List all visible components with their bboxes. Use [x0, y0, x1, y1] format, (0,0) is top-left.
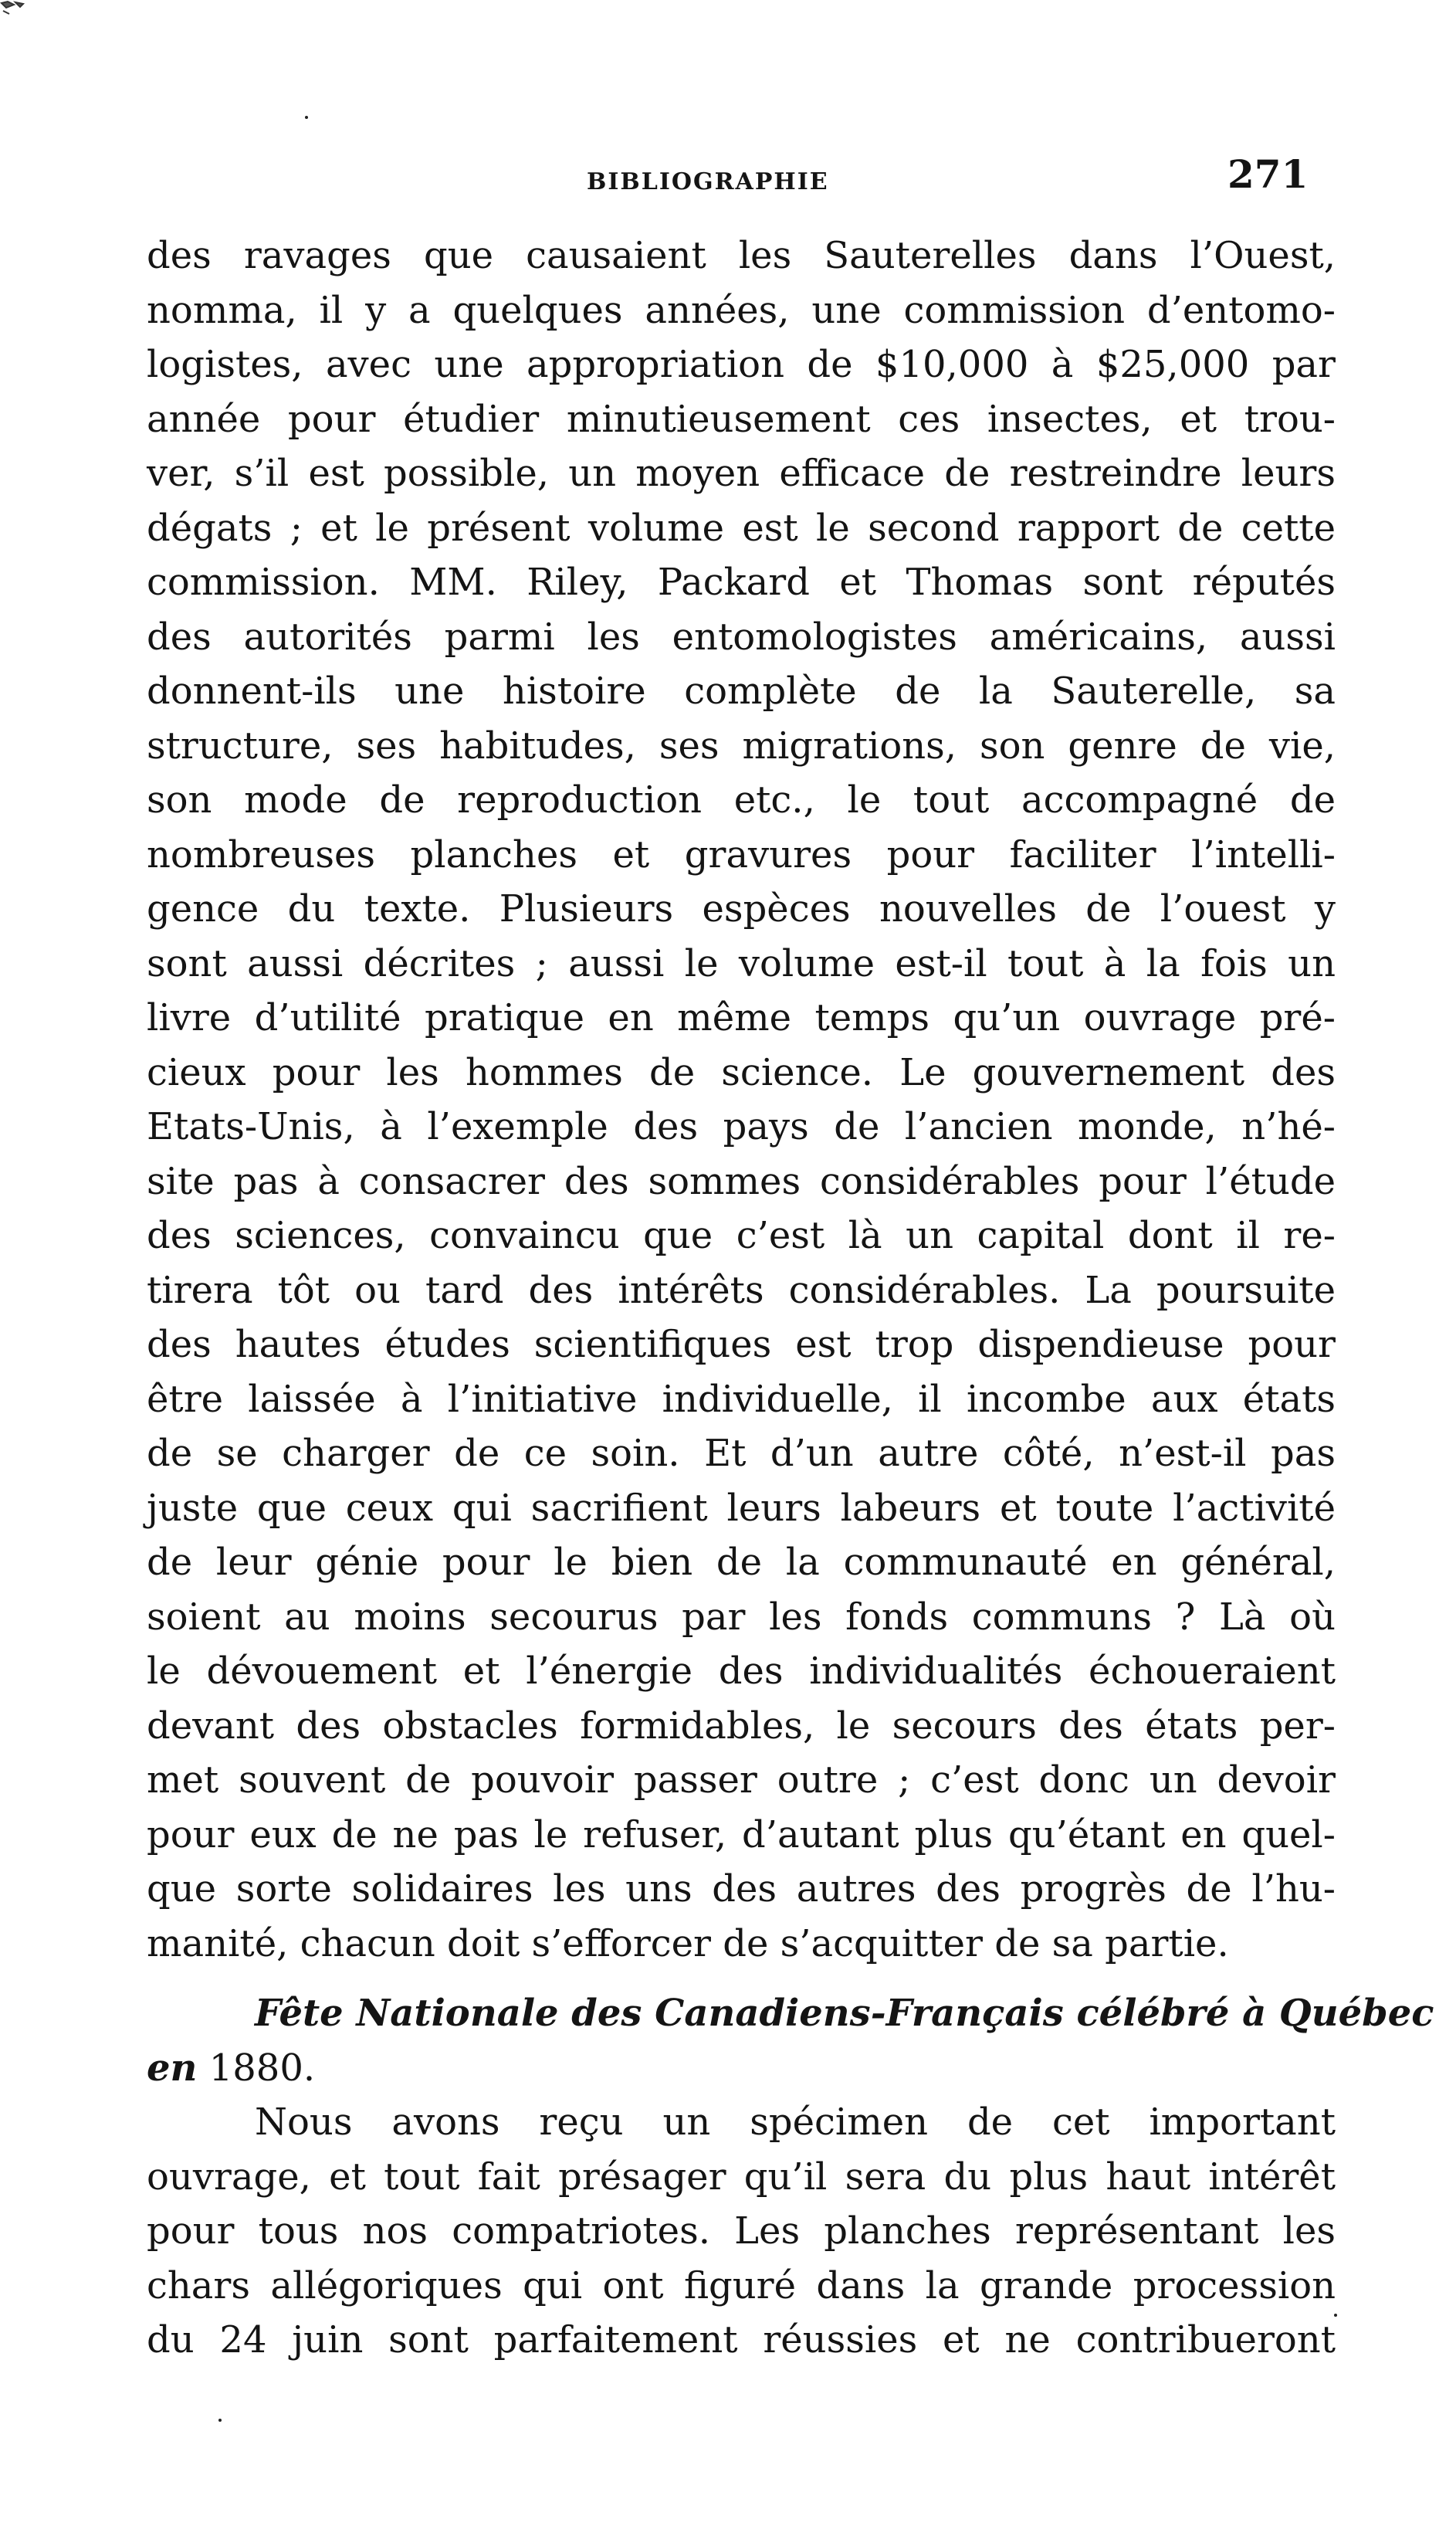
text-line: nomma, il y a quelques années, une commission d’entomo- — [147, 288, 1336, 332]
text-line: pour tous nos compatriotes. Les planches représentant les — [147, 2209, 1336, 2253]
body-text — [147, 229, 1434, 2368]
book-title-line — [147, 2041, 1336, 2096]
book-entry-title — [147, 1986, 1434, 2095]
text-line: année pour étudier minutieusement ces insectes, et trou- — [147, 397, 1336, 441]
text-line: être laissée à l’initiative individuelle, il incombe aux états — [147, 1377, 1336, 1421]
text-line: sont aussi décrites ; aussi le volume est-il tout à la fois un — [147, 941, 1336, 985]
text-line: des ravages que causaient les Sauterelles dans l’Ouest, — [147, 234, 1336, 277]
text-line: livre d’utilité pratique en même temps qu’un ouvrage pré- — [147, 996, 1336, 1039]
text-line: Etats-Unis, à l’exemple des pays de l’ancien monde, n’hé- — [147, 1105, 1336, 1148]
text-line: du 24 juin sont parfaitement réussies et ne contribueront — [147, 2318, 1336, 2362]
text-line: de leur génie pour le bien de la communauté en général, — [147, 1541, 1336, 1584]
text-line: ouvrage, et tout fait présager qu’il sera du plus haut intérêt — [147, 2155, 1336, 2199]
text-line: des hautes études scientifiques est trop dispendieuse pour — [147, 1323, 1336, 1366]
paragraph-gap — [147, 1971, 1336, 1986]
text-line: ver, s’il est possible, un moyen efficace de restreindre leurs — [147, 452, 1336, 495]
scan-speck — [218, 2419, 222, 2422]
text-line: gence du texte. Plusieurs espèces nouvelles de l’ouest y — [147, 887, 1336, 931]
text-line: des autorités parmi les entomologistes américains, aussi — [147, 615, 1336, 659]
text-line: dégats ; et le présent volume est le second rapport de cette — [147, 506, 1336, 550]
text-line: donnent-ils une histoire complète de la Sauterelle, sa — [147, 670, 1336, 713]
book-title-line: Fête Nationale des Canadiens-Français célébré à Québec — [255, 1992, 1434, 2035]
text-line: logistes, avec une appropriation de $10,000 à $25,000 par — [147, 343, 1336, 386]
text-line: manité, chacun doit s’efforcer de s’acquitter de sa partie. — [147, 1921, 1229, 1965]
text-line: soient au moins secourus par les fonds communs ? Là où — [147, 1595, 1336, 1639]
scan-speck — [305, 116, 308, 119]
text-line: site pas à consacrer des sommes considérables pour l’étude — [147, 1159, 1336, 1203]
text-line: nombreuses planches et gravures pour faciliter l’intelli- — [147, 832, 1336, 876]
text-line: juste que ceux qui sacrifient leurs labeurs et toute l’activité — [147, 1486, 1336, 1530]
text-line: le dévouement et l’énergie des individualités échoueraient — [147, 1650, 1336, 1693]
page-number: 271 — [1227, 151, 1309, 197]
text-line: tirera tôt ou tard des intérêts considérables. La poursuite — [147, 1268, 1336, 1312]
scan-noise-mark — [0, 0, 46, 23]
book-title-year: 1880. — [208, 2046, 316, 2090]
text-line: pour eux de ne pas le refuser, d’autant plus qu’étant en quel- — [147, 1812, 1336, 1856]
text-line: des sciences, convaincu que c’est là un capital dont il re- — [147, 1214, 1336, 1257]
paragraph-2 — [147, 2095, 1336, 2368]
text-line: met souvent de pouvoir passer outre ; c’est donc un devoir — [147, 1758, 1336, 1802]
paragraph-1 — [147, 229, 1336, 1971]
text-line: de se charger de ce soin. Et d’un autre côté, n’est-il pas — [147, 1432, 1336, 1475]
text-line: cieux pour les hommes de science. Le gouvernement des — [147, 1050, 1336, 1094]
book-title-italic: en — [147, 2046, 198, 2090]
text-line: commission. MM. Riley, Packard et Thomas sont réputés — [147, 561, 1336, 604]
text-line: son mode de reproduction etc., le tout accompagné de — [147, 778, 1336, 822]
text-line: devant des obstacles formidables, le secours des états per- — [147, 1704, 1336, 1748]
text-line: structure, ses habitudes, ses migrations, son genre de vie, — [147, 724, 1336, 768]
text-line: Nous avons reçu un spécimen de cet important — [255, 2101, 1336, 2144]
text-line: chars allégoriques qui ont figuré dans la grande procession — [147, 2263, 1336, 2307]
text-line: que sorte solidaires les uns des autres des progrès de l’hu- — [147, 1867, 1336, 1911]
running-title: BIBLIOGRAPHIE — [587, 168, 829, 195]
running-header — [0, 151, 1456, 205]
